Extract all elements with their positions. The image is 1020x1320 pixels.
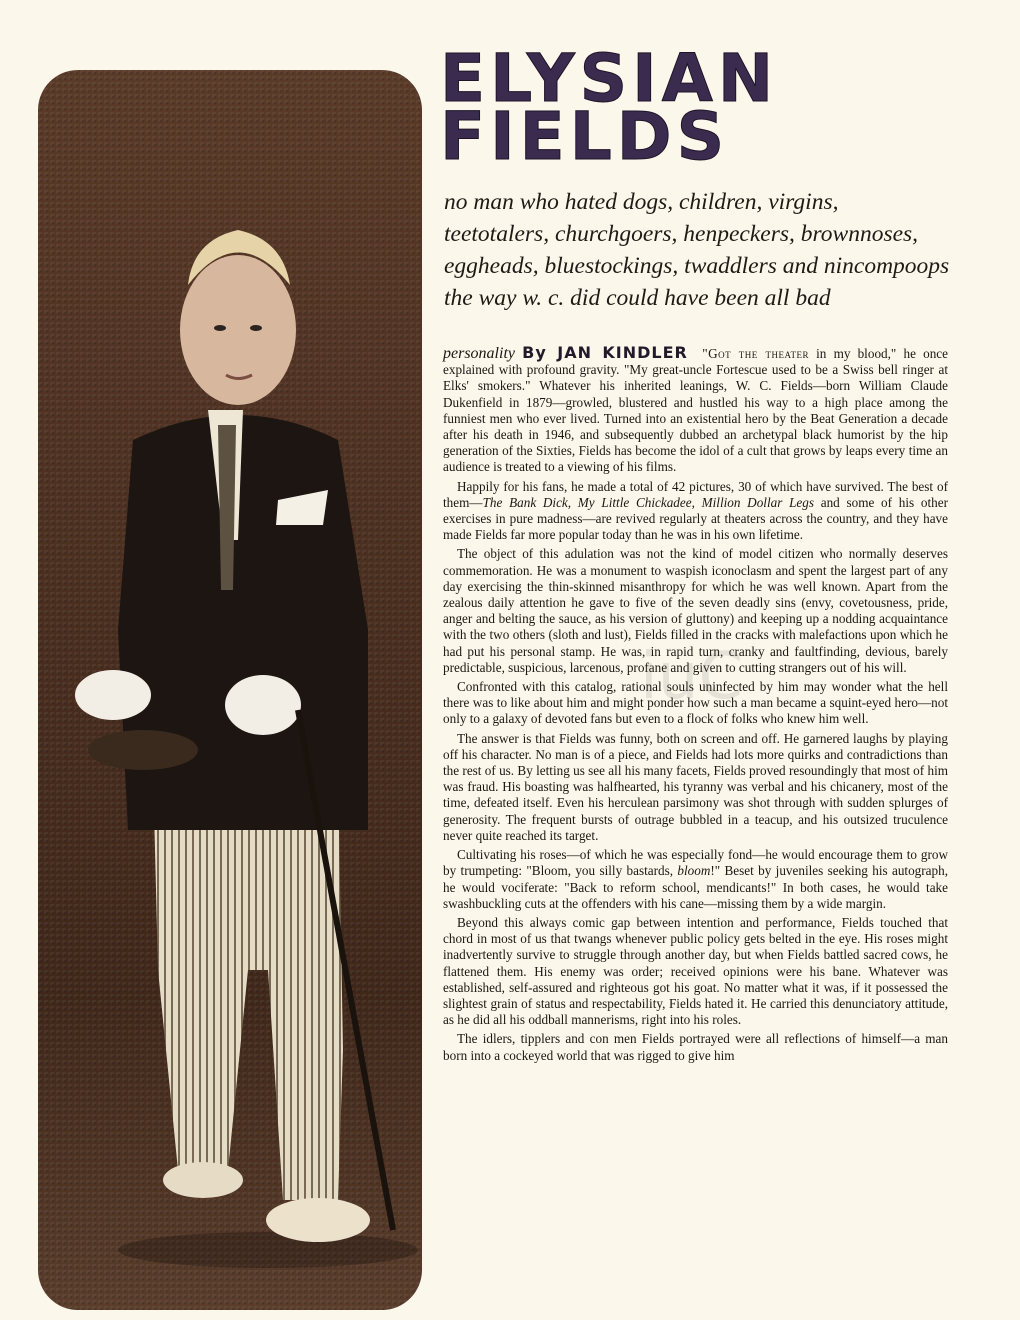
wc-fields-figure bbox=[38, 70, 422, 1310]
paragraph-2-text-a: Happily for his fans, he made a total of 42 pictures, 30 of which have survived. The best of them— bbox=[443, 478, 948, 510]
paragraph-1-text: in my blood," he once explained with profound gravity. "My great-uncle Fortescue used to be a Swiss bell ringer at Elks' smokers." Whatever his inherited leanings, W. C. Fields—born William Claude Dukenfield in 1879—growled, blustered and hustled his way to a high place among the funniest men who ever lived. Turned into an existential hero by the Beat Generation a decade after his death in 1946, and subsequently dubbed an archetypal black humorist by the hip generation of the Sixties, Fields has become the idol of a cult that grows by leaps every time an audience is treated to a viewing of his films. bbox=[443, 346, 948, 475]
deck-line-3: eggheads, bluestockings, twaddlers and nincompoops bbox=[444, 253, 950, 279]
paragraph-6-text-b: !" Beset by juveniles seeking his autograph, he would vociferate: "Back to reform school, mendicants!" In both cases, he would take swashbuckling cuts at the offenders with his cane—missing them by a wide margin. bbox=[443, 863, 948, 911]
paragraph-4: Confronted with this catalog, rational souls uninfected by him may wonder what the hell there was to like about him and might ponder how such a man became a squint-eyed hero—not only to a galaxy of devoted fans but even to a flock of folks who knew him well. bbox=[443, 679, 948, 727]
title-line-1: ELYSIAN bbox=[440, 40, 779, 117]
section-kicker: personality bbox=[443, 345, 515, 362]
paragraph-6 bbox=[443, 847, 948, 912]
deck-line-2: teetotalers, churchgoers, henpeckers, brownnoses, bbox=[444, 221, 919, 247]
film-titles: The Bank Dick, My Little Chickadee, Million Dollar Legs bbox=[482, 494, 814, 510]
watermark: iuC bbox=[640, 640, 744, 714]
portrait-illustration bbox=[38, 70, 422, 1310]
paragraph-6-text-a: Cultivating his roses—of which he was especially fond—he would encourage them to grow by trumpeting: "Bloom, you silly bastards, bbox=[443, 847, 948, 879]
byline: By JAN KINDLER bbox=[522, 343, 688, 362]
paragraph-5: The answer is that Fields was funny, both on screen and off. He garnered laughs by playing off his character. No man is of a piece, and Fields had lots more quirks and contradictions than the rest of us. By letting us see all his many facets, Fields proved resoundingly that most of him was fraud. His boasting was halfhearted, his tyranny was verbal and his chicanery, most of the time, defeated itself. Even his herculean parsimony was shot through with sudden splurges of generosity. The frequent bursts of outrage bubbled in a teacup, and his outsized truculence never quite reached its target. bbox=[443, 730, 948, 843]
lead-in: "Got the theater bbox=[702, 346, 809, 361]
paragraph-1 bbox=[443, 345, 948, 476]
paragraph-7: Beyond this always comic gap between intention and performance, Fields touched that chord in most of us that twangs whenever public policy gets belted in the eye. His roses might inadvertently survive to struggle through another day, but when Fields battled sacred cows, he flattened them. His enemy was order; received opinions were his bane. Whatever was established, self-assured and righteous got his goat. No matter what it was, if it possessed the slightest grain of status and respectability, Fields hated it. He carried this denunciatory attitude, as he did all his oddball mannerisms, right into his roles. bbox=[443, 914, 948, 1028]
paragraph-8: The idlers, tipplers and con men Fields portrayed were all reflections of himself—a man born into a cockeyed world that was rigged to give him bbox=[443, 1031, 948, 1063]
paragraph-2-text-b: and some of his other exercises in pure madness—are revived regularly at theaters across the country, and they have made Fields far more popular today than he was in his own lifetime. bbox=[443, 494, 948, 543]
title-line-2: FIELDS bbox=[440, 98, 730, 175]
article-title bbox=[440, 40, 980, 175]
paragraph-2 bbox=[443, 479, 948, 544]
emphasis-bloom: bloom bbox=[677, 863, 711, 879]
deck-line-1: no man who hated dogs, children, virgins, bbox=[444, 189, 839, 215]
article-deck bbox=[444, 186, 984, 314]
deck-line-4: the way w. c. did could have been all bad bbox=[444, 285, 831, 311]
paragraph-3: The object of this adulation was not the kind of model citizen who normally deserves commemoration. He was a monument to waspish iconoclasm and spent the largest part of any day exercising the thin-skinned misanthropy for which he was well known. Apart from the zealous daily attention he gave to five of the seven deadly sins (envy, covetousness, pride, anger and belting the sauce, as his version of gluttony) and keeping up a nodding acquaintance with the two others (sloth and lust), Fields filled in the cracks with malefactions upon which he had put his personal stamp. He was, in rapid turn, cranky and faultfinding, devious, barely predictable, suspicious, larcenous, profane and given to cutting strangers out of his will. bbox=[443, 546, 948, 675]
article-body bbox=[443, 345, 948, 1067]
